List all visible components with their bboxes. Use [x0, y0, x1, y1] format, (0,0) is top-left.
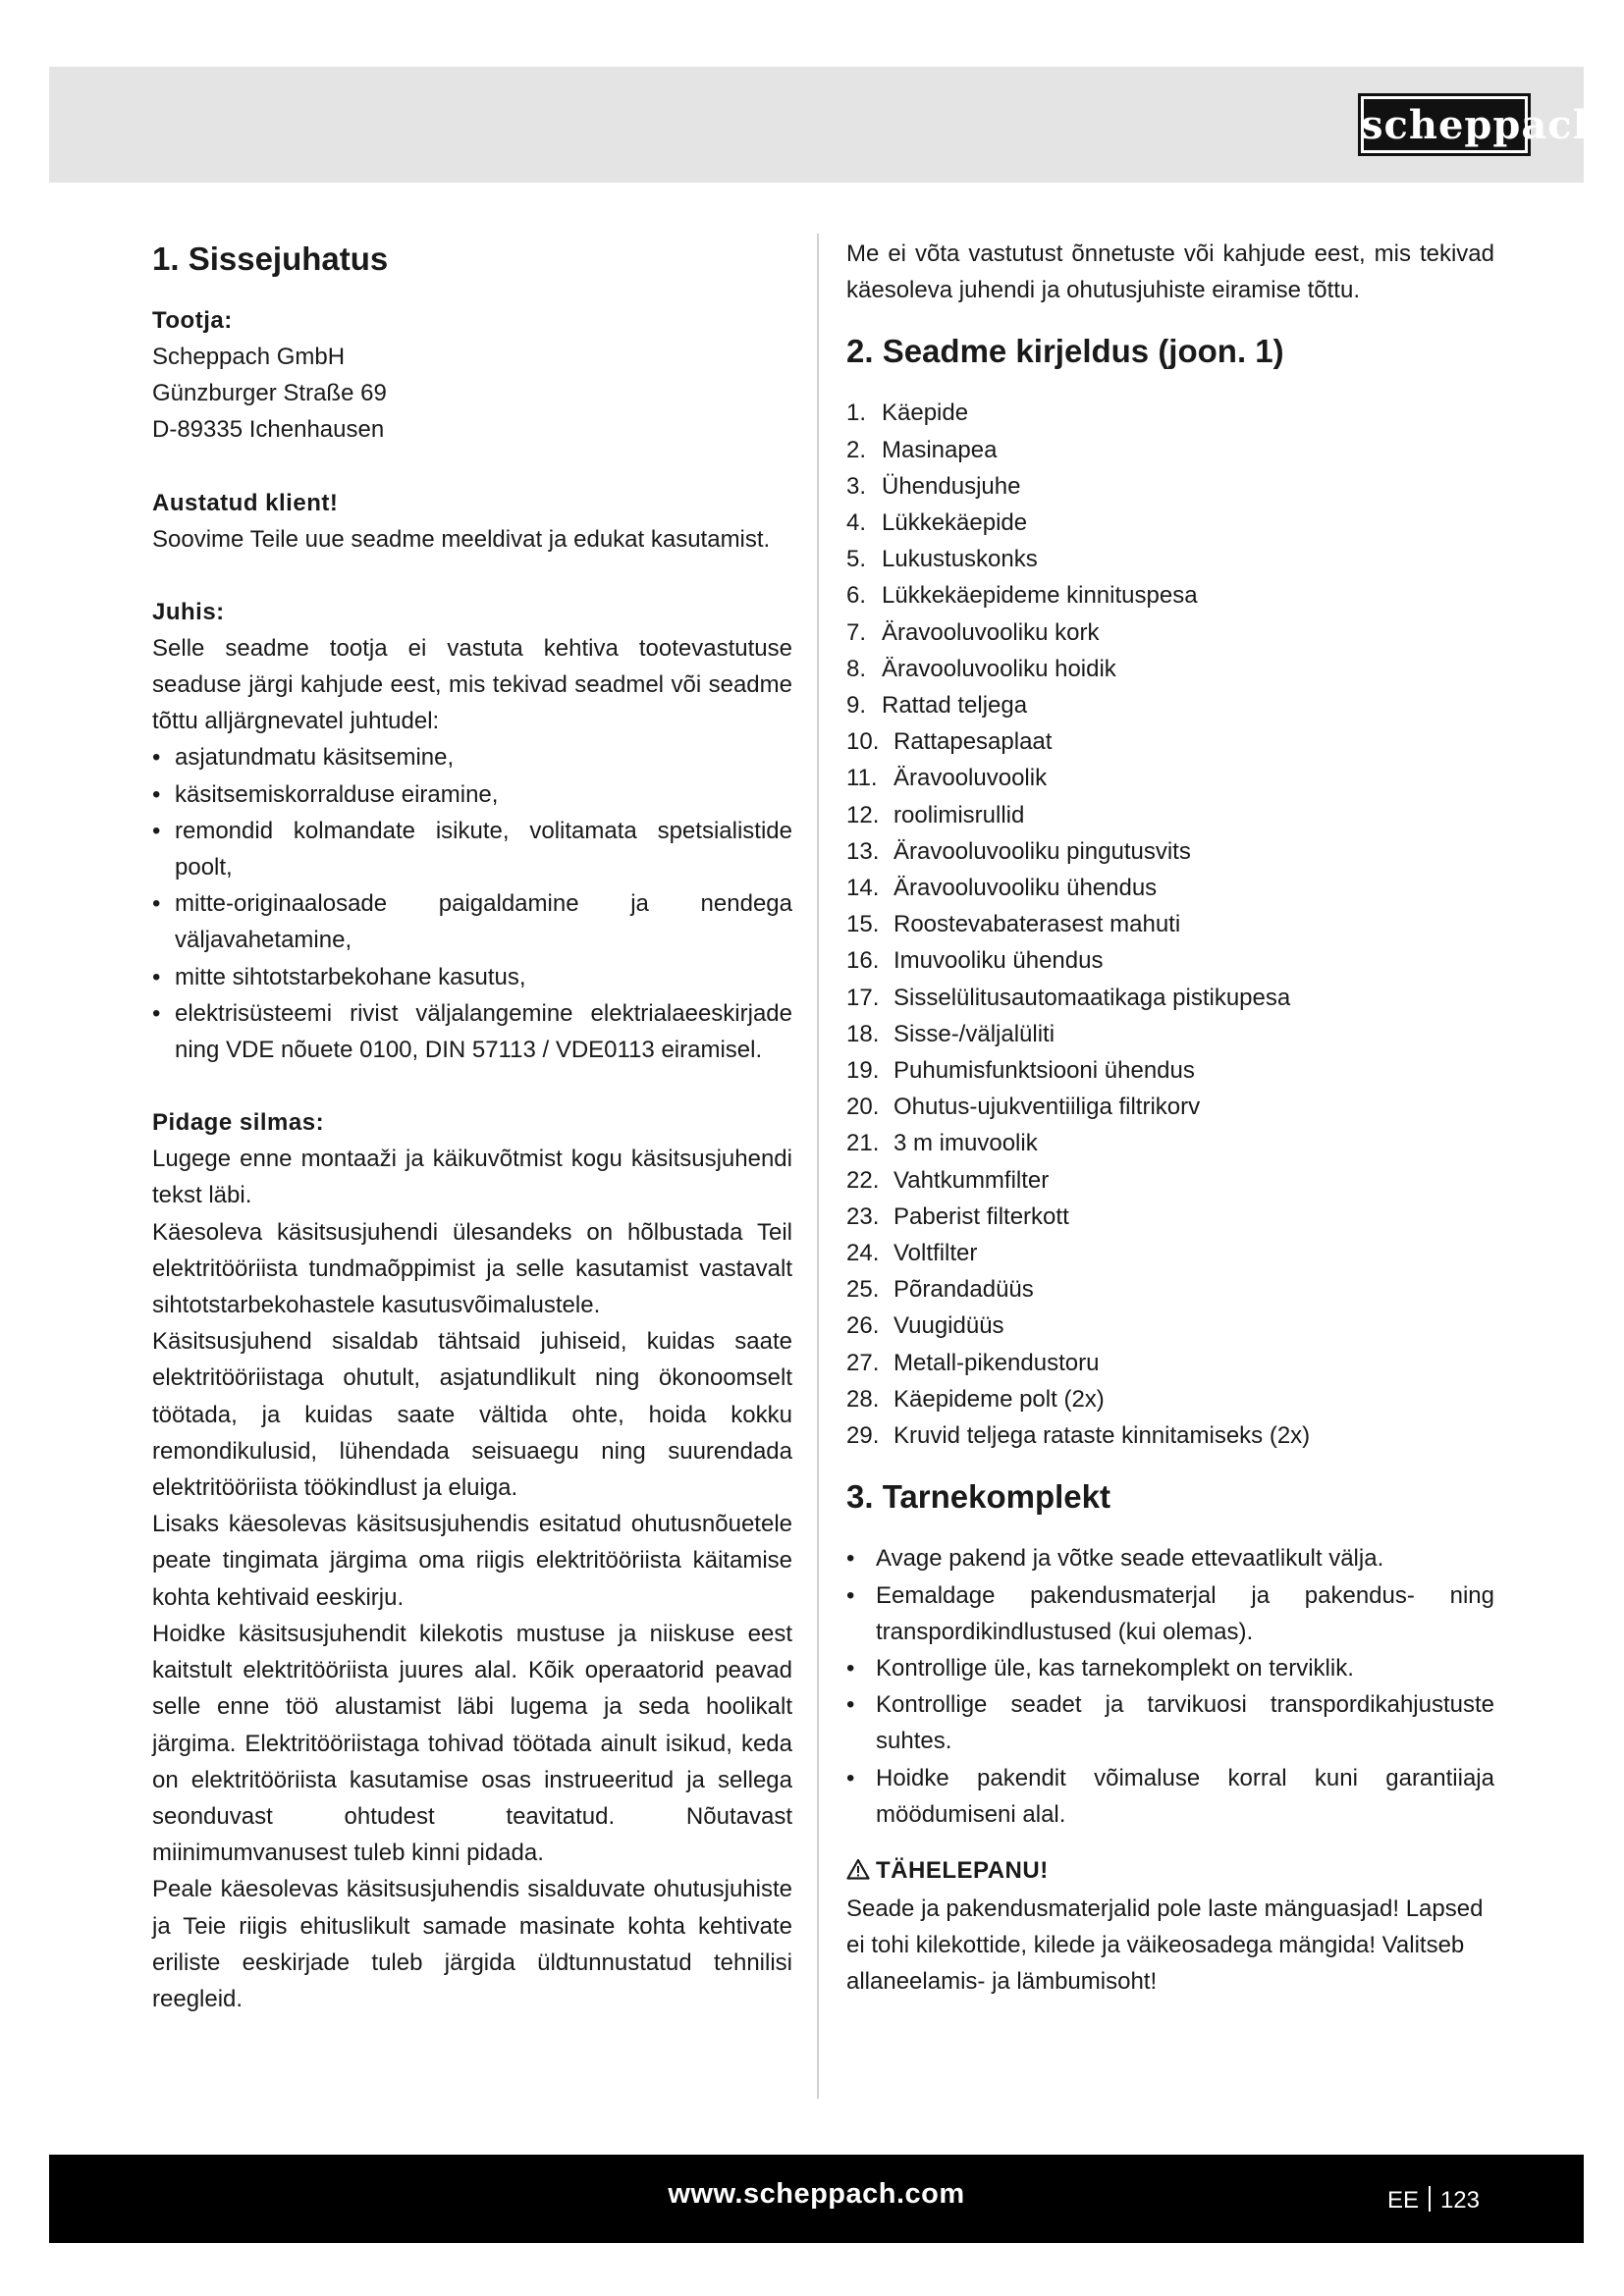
page-indicator: [1387, 2186, 1480, 2215]
attention-paragraph: Peale käesolevas käsitsusjuhendis sisalduvate ohutusjuhiste ja Teie riigis ehituslikult samade masinate kohta kehtivate eriliste eeskirjade tuleb järgida üldtunnustatud tehnilisi reegleid.: [152, 1876, 792, 2012]
header-band: [49, 67, 1602, 183]
attention-paragraph: Käsitsusjuhend sisaldab tähtsaid juhiseid, kuidas saate elektritööriistaga ohutult, asjatundlikult ning ökonoomselt töötada, ja kuidas saate vältida ohte, hoida kokku remondikulusid, lühendada seisuaegu ning suurendada elektritööriista töökindlust ja eluiga.: [152, 1328, 792, 1502]
part-label: Voltfilter: [893, 1240, 978, 1267]
list-item: • Avage pakend ja võtke seade ettevaatlikult välja.: [846, 1540, 1494, 1576]
attention-paragraph: Lugege enne montaaži ja käikuvõtmist kogu käsitsusjuhendi tekst läbi.: [152, 1146, 792, 1209]
dear-customer-text: Soovime Teile uue seadme meeldivat ja edukat kasutamist.: [152, 525, 771, 553]
part-label: Äravooluvooliku hoidik: [882, 655, 1116, 682]
part-number: 26.: [846, 1312, 880, 1340]
parts-list-item: [846, 651, 1494, 687]
part-number: 19.: [846, 1057, 880, 1085]
separator: [1429, 2186, 1431, 2212]
part-number: 25.: [846, 1276, 880, 1304]
list-item: • Hoidke pakendit võimaluse korral kuni garantiiaja möödumiseni alal.: [846, 1760, 1494, 1833]
column-divider: [817, 234, 819, 2099]
part-label: Ühendusjuhe: [882, 472, 1021, 500]
parts-list-item: [846, 614, 1494, 651]
parts-list-item: [846, 760, 1494, 796]
parts-list-item: [846, 1089, 1494, 1125]
part-label: Äravooluvoolik: [893, 765, 1048, 792]
section-title-delivery: 3. Tarnekomplekt: [846, 1478, 1110, 1516]
part-number: 23.: [846, 1202, 880, 1230]
part-label: roolimisrullid: [893, 801, 1025, 828]
manufacturer-line: D-89335 Ichenhausen: [152, 416, 385, 444]
language-code: EE: [1386, 2187, 1419, 2214]
parts-list-item: [846, 541, 1494, 577]
part-label: Äravooluvooliku ühendus: [893, 875, 1158, 902]
list-item: • asjatundmatu käsitsemine,: [152, 739, 792, 775]
list-item: • käsitsemiskorralduse eiramine,: [152, 776, 792, 813]
list-item: • Kontrollige üle, kas tarnekomplekt on terviklik.: [846, 1650, 1494, 1686]
part-label: Sisselülitusautomaatikaga pistikupesa: [893, 984, 1291, 1011]
part-number: 21.: [846, 1130, 880, 1157]
parts-list: [846, 395, 1494, 1454]
warning-heading-row: [846, 1852, 1494, 1891]
part-number: 7.: [846, 618, 867, 646]
part-label: Paberist filterkott: [893, 1202, 1069, 1230]
scheppach-logo: scheppach: [1358, 93, 1531, 156]
note-text: Selle seadme tootja ei vastuta kehtiva tootevastutuse seaduse järgi kahjude eest, mis tekivad seadmel või seadme tõttu alljärgnevatel juhtudel:: [152, 634, 792, 735]
part-number: 18.: [846, 1020, 880, 1047]
part-number: 22.: [846, 1166, 880, 1194]
parts-list-item: [846, 833, 1494, 870]
warning-text: Seade ja pakendusmaterjalid pole laste mänguasjad! Lapsed ei tohi kilekottide, kilede ja väikeosadega mängida! Valitseb allaneelamis- ja lämbumisoht!: [846, 1895, 1484, 1996]
part-number: 3.: [846, 472, 867, 500]
parts-list-item: [846, 1271, 1494, 1308]
part-label: Käepideme polt (2x): [893, 1385, 1105, 1413]
warning-triangle-icon: [846, 1854, 872, 1891]
list-item: • mitte-originaalosade paigaldamine ja nendega väljavahetamine,: [152, 885, 792, 958]
parts-list-item: [846, 395, 1494, 431]
part-number: 14.: [846, 875, 880, 902]
part-label: Sisse-/väljalüliti: [893, 1020, 1056, 1047]
part-number: 10.: [846, 728, 880, 756]
list-item: • elektrisüsteemi rivist väljalangemine elektrialaeeskirjade ning VDE nõuete 0100, DIN 57113 / VDE0113 eiramisel.: [152, 995, 792, 1068]
part-number: 6.: [846, 582, 867, 610]
part-number: 9.: [846, 692, 867, 720]
part-number: 27.: [846, 1349, 880, 1376]
attention-heading: Pidage silmas:: [152, 1109, 325, 1137]
part-label: 3 m imuvoolik: [893, 1130, 1038, 1157]
part-label: Masinapea: [882, 436, 998, 463]
parts-list-item: [846, 870, 1494, 906]
parts-list-item: [846, 1052, 1494, 1089]
part-label: Lükkekäepideme kinnituspesa: [882, 582, 1198, 610]
parts-list-item: [846, 1162, 1494, 1199]
list-item: • mitte sihtotstarbekohane kasutus,: [152, 959, 792, 995]
parts-list-item: [846, 1235, 1494, 1271]
parts-list-item: [846, 980, 1494, 1016]
footer-website-link[interactable]: www.scheppach.com: [668, 2178, 965, 2210]
part-number: 20.: [846, 1094, 880, 1121]
part-label: Imuvooliku ühendus: [893, 947, 1104, 975]
part-number: 2.: [846, 436, 867, 463]
parts-list-item: [846, 1381, 1494, 1417]
part-label: Rattad teljega: [882, 692, 1028, 720]
part-label: Lükkekäepide: [882, 509, 1028, 537]
part-number: 1.: [846, 400, 867, 427]
parts-list-item: [846, 432, 1494, 468]
part-label: Käepide: [882, 400, 969, 427]
warning-heading: TÄHELEPANU!: [876, 1856, 1049, 1884]
part-number: 29.: [846, 1422, 880, 1450]
list-item: • Eemaldage pakendusmaterjal ja pakendus- ning transpordikindlustused (kui olemas).: [846, 1577, 1494, 1650]
note-bullet-list: [152, 739, 792, 1068]
parts-list-item: [846, 505, 1494, 541]
part-label: Äravooluvooliku kork: [882, 618, 1100, 646]
section-title-device-description: 2. Seadme kirjeldus (joon. 1): [846, 333, 1284, 370]
note-heading: Juhis:: [152, 598, 225, 625]
parts-list-item: [846, 1345, 1494, 1381]
manufacturer-line: Scheppach GmbH: [152, 344, 346, 370]
part-number: 5.: [846, 546, 867, 573]
manufacturer-heading: Tootja:: [152, 307, 233, 334]
attention-paragraph: Hoidke käsitsusjuhendit kilekotis mustuse ja niiskuse eest kaitstult elektritööriista juures alal. Kõik operaatorid peavad selle enne töö alustamist läbi lugema ja seda hoolikalt järgima. Elektritööriistaga tohivad töötada ainult isikud, keda on elektritööriista kasutamise osas instrueeritud ja sellega seonduvast ohtudest teavitatud. Nõutavast miinimumvanusest tuleb kinni pidada.: [152, 1620, 792, 1867]
attention-paragraph: Käesoleva käsitsusjuhendi ülesandeks on hõlbustada Teil elektritööriista tundmaõppimist ja selle kasutamist vastavalt sihtotstarbekohastele kasutusvõimalustele.: [152, 1218, 792, 1319]
footer-bar: [49, 2155, 1584, 2243]
attention-paragraph: Lisaks käesolevas käsitsusjuhendis esitatud ohutusnõuetele peate tingimata järgima oma riigis elektritööriista käitamise kohta kehtivaid eeskirju.: [152, 1511, 792, 1611]
parts-list-item: [846, 906, 1494, 942]
part-number: 11.: [846, 765, 878, 792]
parts-list-item: [846, 1016, 1494, 1052]
part-label: Metall-pikendustoru: [893, 1349, 1100, 1376]
parts-list-item: [846, 1308, 1494, 1344]
part-label: Roostevabaterasest mahuti: [893, 911, 1181, 938]
left-column: [152, 236, 792, 2017]
part-number: 15.: [846, 911, 880, 938]
part-number: 17.: [846, 984, 880, 1011]
parts-list-item: [846, 1199, 1494, 1235]
part-label: Lukustuskonks: [882, 546, 1038, 573]
liability-text: Me ei võta vastutust õnnetuste või kahjude eest, mis tekivad käesoleva juhendi ja ohutusjuhiste eiramise tõttu.: [846, 240, 1494, 304]
parts-list-item: [846, 1417, 1494, 1454]
parts-list-item: [846, 942, 1494, 979]
part-label: Vuugidüüs: [893, 1312, 1004, 1340]
part-label: Äravooluvooliku pingutusvits: [893, 837, 1191, 865]
page-number: 123: [1439, 2187, 1480, 2214]
part-label: Rattapesaplaat: [893, 728, 1053, 756]
delivery-bullet-list: [846, 1540, 1494, 1833]
list-item: • Kontrollige seadet ja tarvikuosi transpordikahjustuste suhtes.: [846, 1686, 1494, 1759]
part-number: 12.: [846, 801, 880, 828]
parts-list-item: [846, 1125, 1494, 1161]
part-label: Ohutus-ujukventiiliga filtrikorv: [893, 1094, 1201, 1121]
parts-list-item: [846, 468, 1494, 505]
part-number: 8.: [846, 655, 867, 682]
manufacturer-line: Günzburger Straße 69: [152, 380, 387, 407]
part-number: 16.: [846, 947, 880, 975]
part-label: Põrandadüüs: [893, 1276, 1034, 1304]
part-number: 4.: [846, 509, 867, 537]
part-number: 13.: [846, 837, 880, 865]
part-label: Kruvid teljega rataste kinnitamiseks (2x): [893, 1422, 1311, 1450]
part-label: Puhumisfunktsiooni ühendus: [893, 1057, 1195, 1085]
parts-list-item: [846, 723, 1494, 760]
dear-customer-heading: Austatud klient!: [152, 489, 339, 516]
parts-list-item: [846, 797, 1494, 833]
list-item: • remondid kolmandate isikute, volitamata spetsialistide poolt,: [152, 813, 792, 885]
part-number: 28.: [846, 1385, 880, 1413]
parts-list-item: [846, 577, 1494, 614]
section-title-introduction: 1. Sissejuhatus: [152, 240, 389, 277]
parts-list-item: [846, 687, 1494, 723]
part-number: 24.: [846, 1240, 880, 1267]
part-label: Vahtkummfilter: [893, 1166, 1050, 1194]
right-column: [846, 236, 1494, 2001]
